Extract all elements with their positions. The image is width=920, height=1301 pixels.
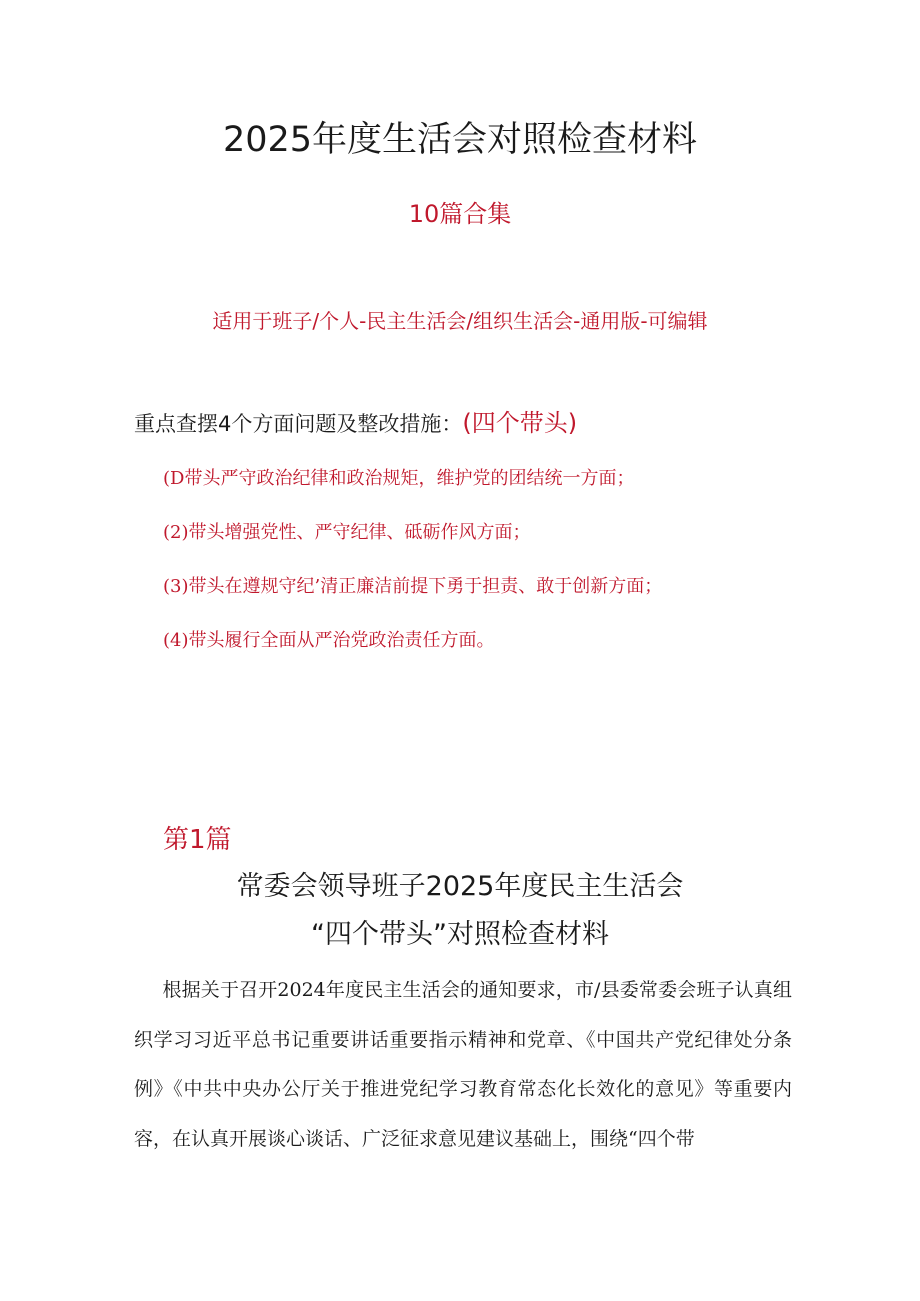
article-body-paragraph: 根据关于召开2024年度民主生活会的通知要求，市/县委常委会班子认真组织学习习近平总书记重要讲话重要指示精神和党章、《中国共产党纪律处分条例》《中共中央办公厅关于推进党纪学习教育常态化长效化的意见》等重要内容，在认真开展谈心谈话、广泛征求意见建议基础上，围绕“四个带 [134,979,792,1150]
document-title: 2025年度生活会对照检查材料 [222,120,698,160]
chapter-label: 第1篇 [163,825,232,855]
focus-item-1: (D带头严守政治纪律和政治规矩，维护党的团结统一方面； [163,468,635,489]
article-title-line-1: 常委会领导班子2025年度民主生活会 [236,871,684,902]
focus-item-4: (4)带头履行全面从严治党政治责任方面。 [163,630,495,651]
focus-heading [134,404,577,443]
scope-line: 适用于班子/个人-民主生活会/组织生活会-通用版-可编辑 [212,309,708,333]
focus-item-2: (2)带头增强党性、严守纪律、砥砺作风方面； [163,522,531,543]
focus-heading-highlight: (四个带头) [462,409,578,437]
focus-item-3: (3)带头在遵规守纪’清正廉洁前提下勇于担责、敢于创新方面； [163,576,663,597]
focus-heading-lead: 重点查摆4个方面问题及整改措施： [134,412,463,436]
article-title-line-2: “四个带头”对照检查材料 [311,919,609,950]
document-subtitle: 10篇合集 [408,200,512,228]
